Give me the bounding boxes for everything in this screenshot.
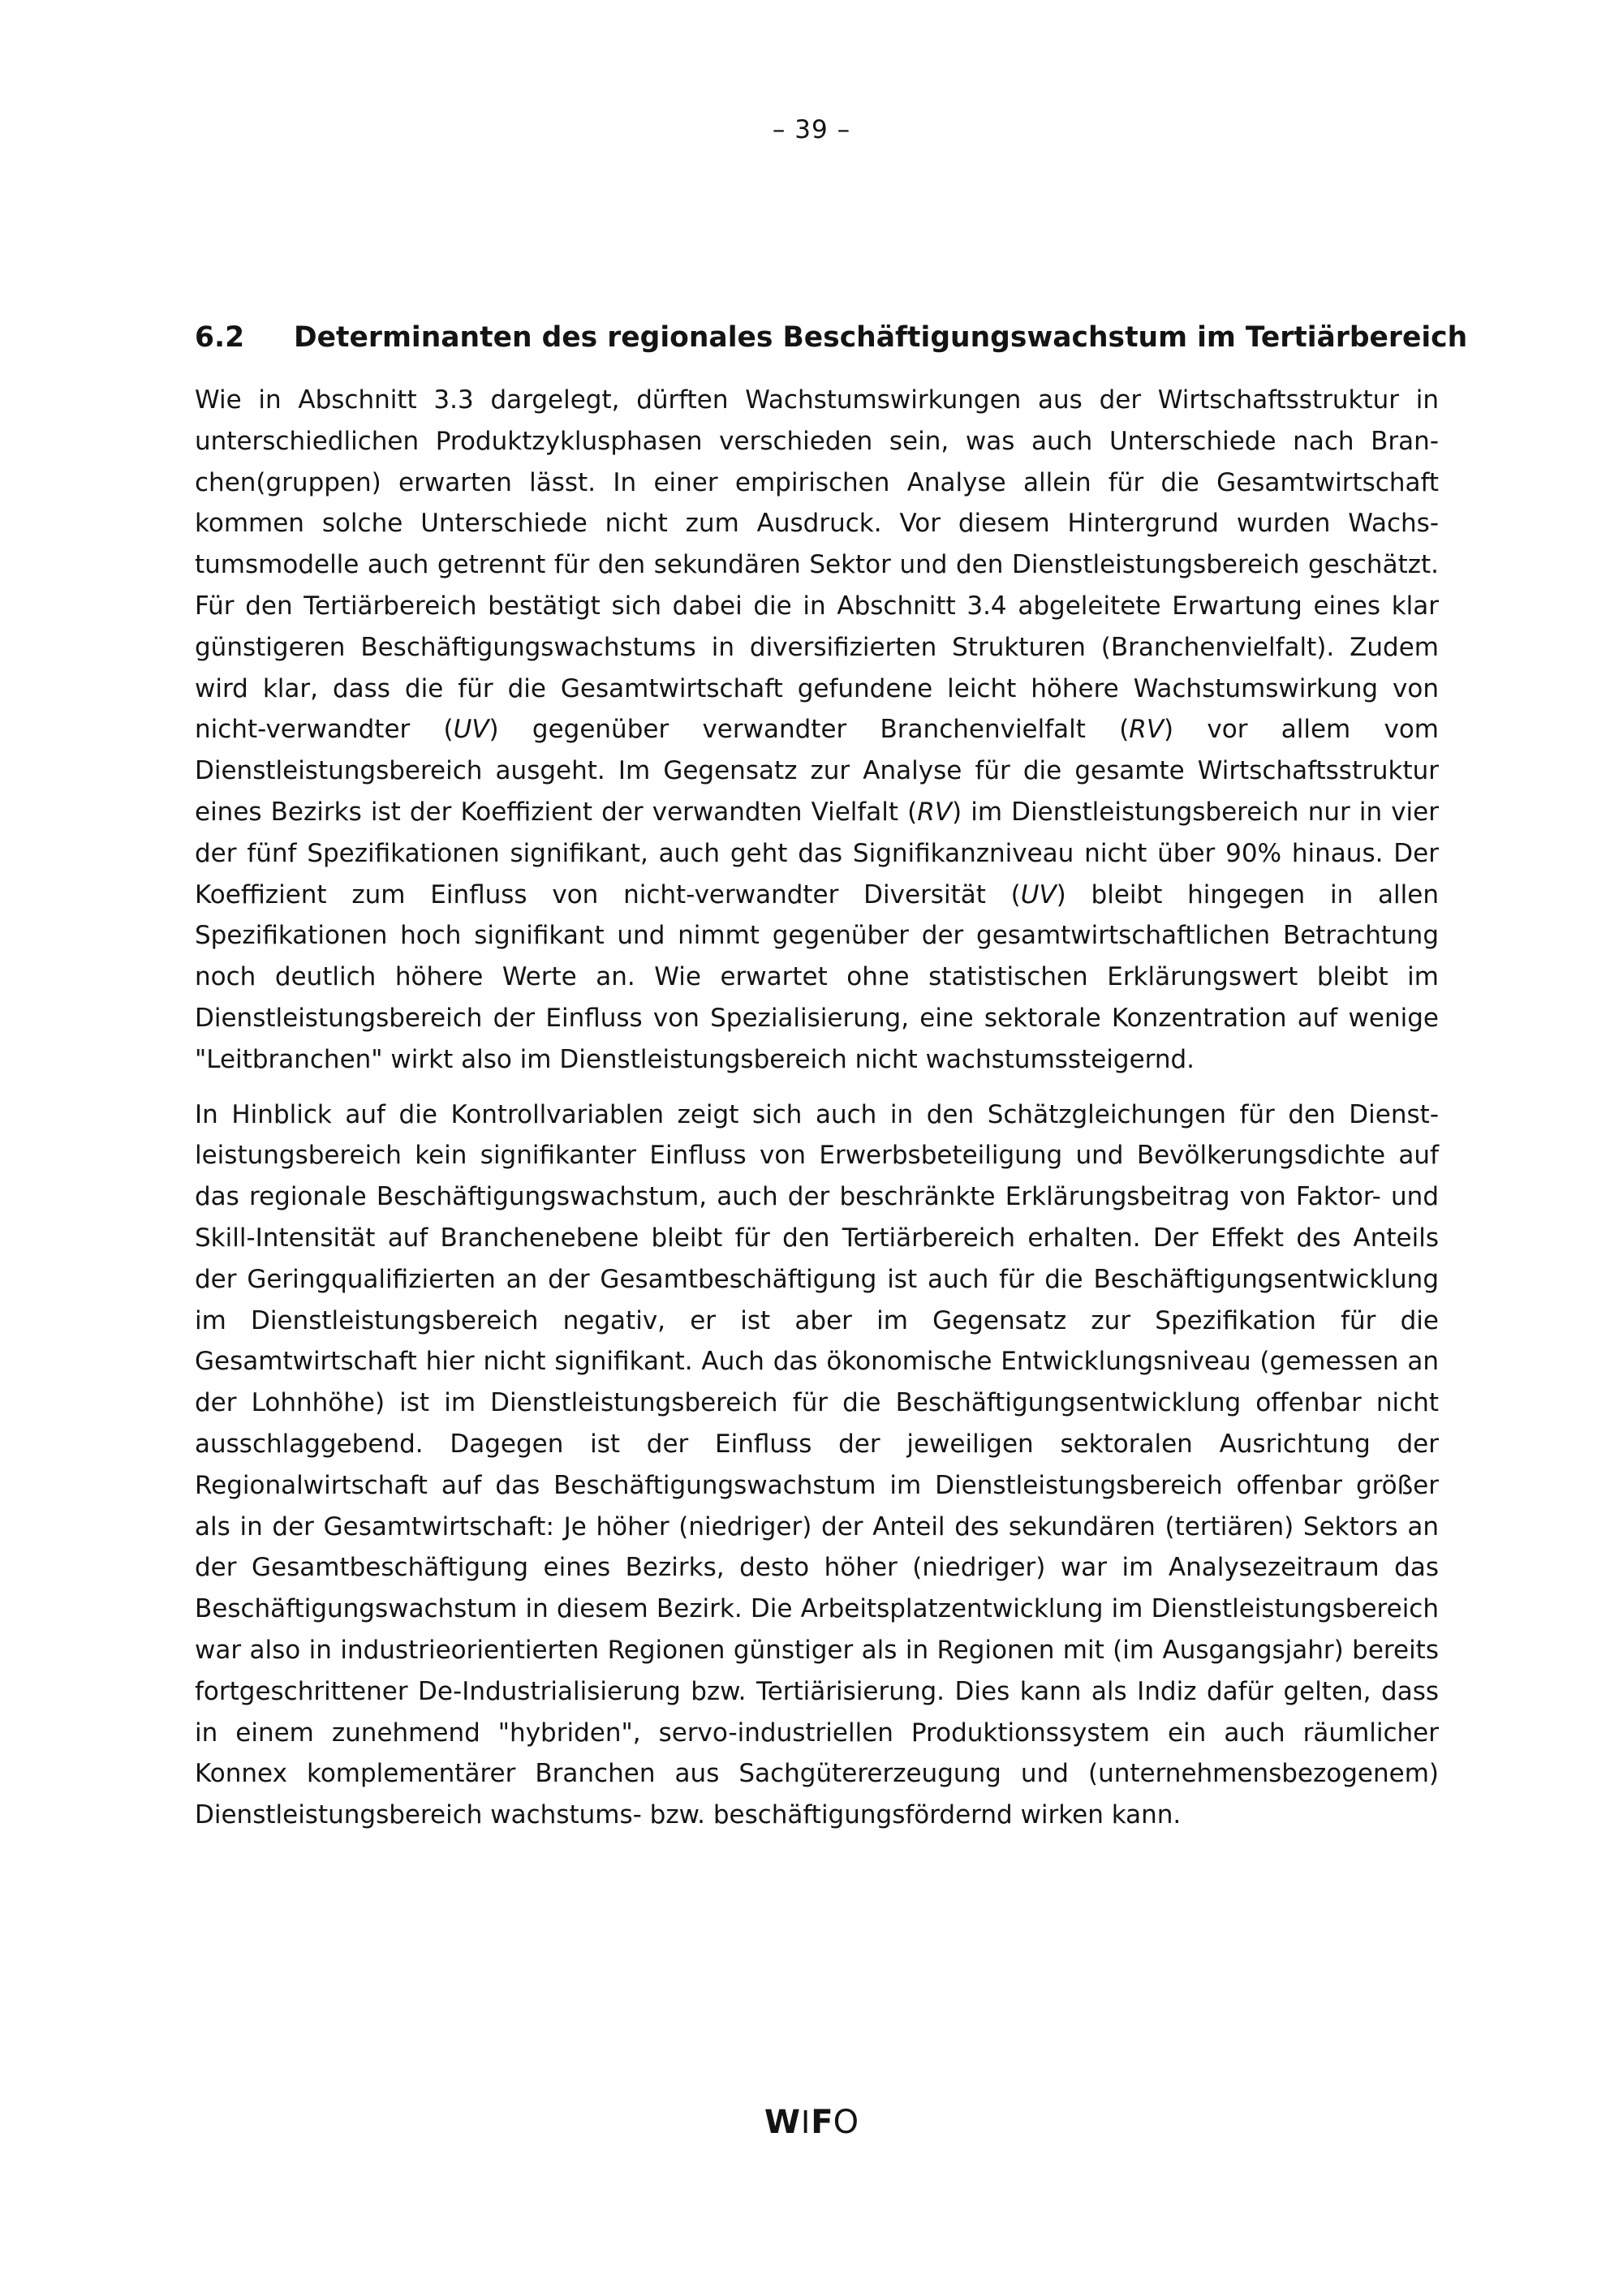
page-number: – 39 –	[772, 115, 851, 144]
section-heading	[195, 321, 1468, 354]
paragraph-1-text: ) bleibt hingegen in allen Spezifikationen hoch signifikant und nimmt gegenüber der gesamtwirtschaftlichen Betrachtung noch deutlich höhere Werte an. Wie erwartet ohne statistischen Erklärungswert bleibt im Dienstleistungsbereich der Einfluss von Spezialisierung, eine sektorale Konzentration auf wenige "Leitbranchen" wirkt also im Dienstleistungsbereich nicht wachstumssteigernd.	[195, 879, 1439, 1074]
abbr-uv: UV	[453, 715, 489, 745]
abbr-uv: UV	[1020, 879, 1057, 909]
logo-letter: O	[833, 2104, 859, 2141]
section-number: 6.2	[195, 321, 245, 354]
logo-letter: W	[764, 2104, 801, 2141]
paragraph-1-text: ) gegenüber verwandter Branchenvielfalt (	[489, 715, 1130, 745]
paragraph-1	[195, 380, 1439, 1081]
logo-letter: F	[811, 2104, 833, 2141]
paragraph-1-text: ) im Dienstleistungsbereich nur in vier der fünf Spezifikationen signifikant, auch geht das Signifikanzniveau nicht über 90% hinaus. Der Koeffizient zum Einfluss von nicht-verwandter Diversität (	[195, 797, 1439, 909]
paragraph-1-text: ) vor allem vom Dienstleistungsbereich ausgeht. Im Gegensatz zur Analyse für die gesamte Wirtschaftsstruktur eines Bezirks ist der Koeffizient der verwandten Vielfalt (	[195, 715, 1439, 827]
section-title: Determinanten des regionales Beschäftigungswachstum im Tertiärbereich	[294, 321, 1468, 354]
body-text	[195, 380, 1439, 1850]
wifo-logo	[0, 2104, 1623, 2141]
paragraph-2: In Hinblick auf die Kontrollvariablen zeigt sich auch in den Schätzgleichungen für den Dienstleistungsbereich kein signifikanter Einfluss von Erwerbsbeteiligung und Bevölkerungsdichte auf das regionale Beschäftigungswachstum, auch der beschränkte Erklärungsbeitrag von Faktor- und Skill-Intensität auf Branchenebene bleibt für den Tertiärbereich erhalten. Der Effekt des Anteils der Geringqualifizierten an der Gesamtbeschäftigung ist auch für die Beschäftigungsentwicklung im Dienstleistungsbereich negativ, er ist aber im Gegensatz zur Spezifikation für die Gesamtwirtschaft hier nicht signifikant. Auch das ökonomische Entwicklungsniveau (gemessen an der Lohnhöhe) ist im Dienstleistungsbereich für die Beschäftigungsentwicklung offenbar nicht ausschlaggebend. Dagegen ist der Einfluss der jeweiligen sektoralen Ausrichtung der Regionalwirtschaft auf das Beschäftigungswachstum im Dienstleistungsbereich offenbar größer als in der Gesamtwirtschaft: Je höher (niedriger) der Anteil des sekundären (tertiären) Sektors an der Gesamtbeschäftigung eines Bezirks, desto höher (niedriger) war im Analysezeitraum das Beschäftigungswachstum in diesem Bezirk. Die Arbeitsplatzentwicklung im Dienstleistungsbereich war also in industrieorientierten Regionen günstiger als in Regionen mit (im Ausgangsjahr) bereits fortgeschrittener De-Industrialisierung bzw. Tertiärisierung. Dies kann als Indiz dafür gelten, dass in einem zunehmend "hybriden", servo-industriellen Produktionssystem ein auch räumlicher Konnex komplementärer Branchen aus Sachgütererzeugung und (unternehmensbezogenem) Dienstleistungsbereich wachstums- bzw. beschäftigungsfördernd wirken kann.	[195, 1099, 1439, 1830]
paragraph-1-text: Wie in Abschnitt 3.3 dargelegt, dürften Wachstumswirkungen aus der Wirtschaftsstruktur in unterschiedlichen Produktzyklusphasen verschieden sein, was auch Unterschiede nach Branchen(gruppen) erwarten lässt. In einer empirischen Analyse allein für die Gesamtwirtschaft kommen solche Unterschiede nicht zum Ausdruck. Vor diesem Hintergrund wurden Wachstumsmodelle auch getrennt für den sekundären Sektor und den Dienstleistungsbereich geschätzt. Für den Tertiärbereich bestätigt sich dabei die in Abschnitt 3.4 abgeleitete Erwartung eines klar günstigeren Beschäftigungswachstums in diversifizierten Strukturen (Branchenvielfalt). Zudem wird klar, dass die für die Gesamtwirtschaft gefundene leicht höhere Wachstumswirkung von nicht-verwandter (	[195, 385, 1439, 745]
abbr-rv: RV	[917, 797, 953, 827]
abbr-rv: RV	[1129, 715, 1165, 745]
logo-letter: I	[801, 2105, 811, 2140]
